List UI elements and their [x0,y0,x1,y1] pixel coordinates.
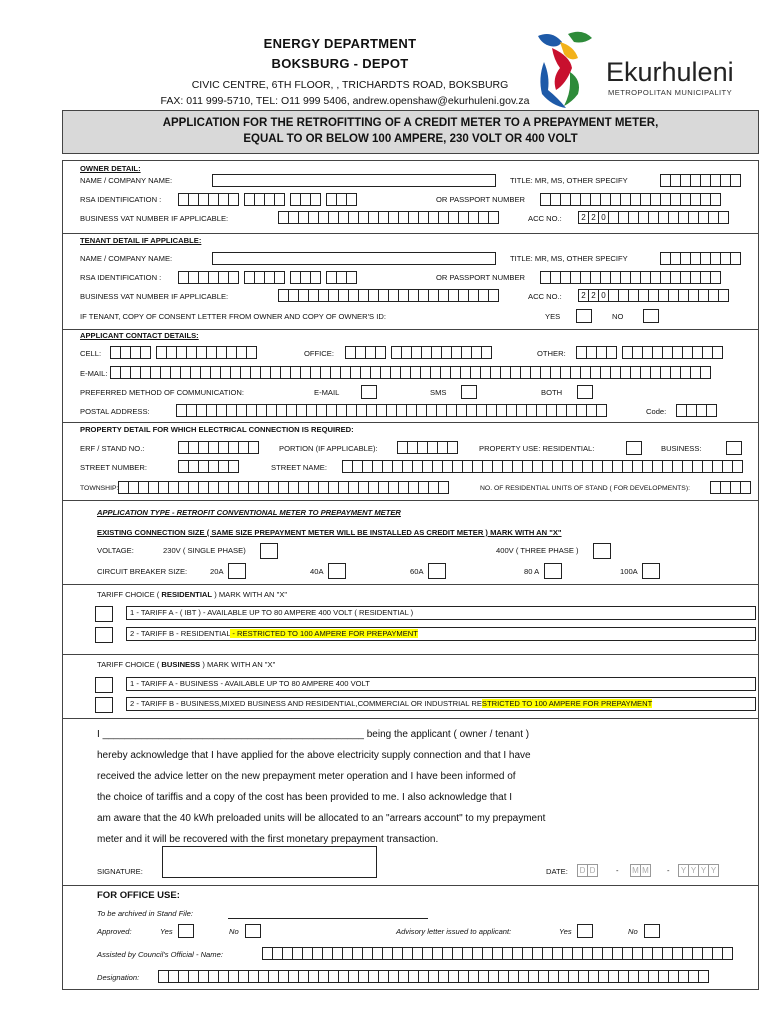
acc-digit: 0 [598,289,609,302]
tariff-res-heading-bold: RESIDENTIAL [161,590,213,599]
assisted-label: Assisted by Council's Official - Name: [97,950,223,959]
a40-checkbox[interactable] [328,563,346,579]
divider [62,500,759,501]
cell-input[interactable] [110,346,256,359]
divider [62,329,759,330]
date-placeholder: Y [708,864,719,877]
applicant-name-blank[interactable]: _______________________________________________ [102,729,364,740]
declaration-line6: meter and it will be recovered with the first monetary prepayment transaction. [97,834,439,845]
divider [62,654,759,655]
char-box[interactable] [730,252,741,265]
char-box[interactable] [447,441,458,454]
postal-input[interactable] [176,404,606,417]
tenant-passport-input[interactable] [540,271,720,284]
advisory-yes-checkbox[interactable] [577,924,593,938]
owner-passport-input[interactable] [540,193,720,206]
tariff-bus-b-option[interactable] [126,697,756,711]
a80-label: 80 A [524,567,540,576]
date-year-input[interactable] [678,864,718,877]
tenant-title-label: TITLE: MR, MS, OTHER SPECIFY [510,254,628,263]
email-label: E-MAIL: [80,369,108,378]
char-box[interactable] [712,346,723,359]
email-input[interactable] [110,366,710,379]
voltage-label: VOLTAGE: [97,546,134,555]
char-box[interactable] [228,460,239,473]
other-label: OTHER: [537,349,566,358]
tenant-heading: TENANT DETAIL IF APPLICABLE: [80,236,202,245]
street-number-input[interactable] [178,460,238,473]
units-input[interactable] [710,481,750,494]
postal-code-label: Code: [646,407,667,416]
advisory-yes-label: Yes [559,927,572,936]
tenant-passport-label: OR PASSPORT NUMBER [436,273,526,282]
date-placeholder: Y [678,864,689,877]
pref-both-checkbox[interactable] [577,385,593,399]
consent-yes-checkbox[interactable] [576,309,592,323]
date-placeholder: D [587,864,598,877]
app-type-heading: APPLICATION TYPE - RETROFIT CONVENTIONAL METER TO PREPAYMENT METER [97,508,401,517]
street-name-label: STREET NAME: [271,463,327,472]
contact-heading: APPLICANT CONTACT DETAILS: [80,331,199,340]
township-input[interactable] [118,481,448,494]
date-dash: - [616,866,619,875]
acc-digit: 2 [588,211,599,224]
portion-label: PORTION (IF APPLICABLE): [279,444,378,453]
divider [62,718,759,719]
a80-checkbox[interactable] [544,563,562,579]
property-use-label: PROPERTY USE: RESIDENTIAL: [479,444,595,453]
owner-rsa-input[interactable] [178,193,356,206]
erf-label: ERF / STAND NO.: [80,444,145,453]
pref-email-label: E-MAIL [314,388,340,397]
approved-yes-label: Yes [160,927,173,936]
tenant-name-label: NAME / COMPANY NAME: [80,254,173,263]
tenant-vat-label: BUSINESS VAT NUMBER IF APPLICABLE: [80,292,229,301]
tariff-res-b-highlight: - RESTRICTED TO 100 AMPERE FOR PREPAYMENT [230,629,418,638]
street-name-input[interactable] [342,460,742,473]
date-label: DATE: [546,867,568,876]
date-placeholder: Y [688,864,699,877]
acc-digit: 2 [578,289,589,302]
signature-label: SIGNATURE: [97,867,143,876]
char-box[interactable] [248,441,259,454]
a100-label: 100A [620,567,638,576]
designation-input[interactable] [158,970,708,983]
property-heading: PROPERTY DETAIL FOR WHICH ELECTRICAL CONNECTION IS REQUIRED: [80,425,354,434]
portion-input[interactable] [397,441,457,454]
form-title [62,110,759,154]
char-box[interactable] [346,271,357,284]
consent-no-label: NO [612,312,624,321]
v400-label: 400V ( THREE PHASE ) [496,546,579,555]
char-box[interactable] [700,366,711,379]
date-placeholder: M [630,864,641,877]
tenant-rsa-label: RSA IDENTIFICATION : [80,273,162,282]
char-box[interactable] [718,289,729,302]
a20-label: 20A [210,567,224,576]
char-box[interactable] [438,481,449,494]
char-box[interactable] [488,211,499,224]
declaration-line3: received the advice letter on the new prepayment meter operation and I have been informed of [97,771,516,782]
owner-title-input[interactable] [660,174,740,187]
township-label: TOWNSHIP: [80,485,119,492]
owner-vat-label: BUSINESS VAT NUMBER IF APPLICABLE: [80,214,229,223]
v400-checkbox[interactable] [593,543,611,559]
form-title-line2: EQUAL TO OR BELOW 100 AMPERE, 230 VOLT OR 400 VOLT [243,133,578,145]
tenant-title-input[interactable] [660,252,740,265]
char-box[interactable] [481,346,492,359]
tariff-res-heading [97,590,287,600]
acc-digit: 2 [588,289,599,302]
archived-line[interactable] [228,918,428,919]
date-placeholder: Y [698,864,709,877]
pref-comm-label: PREFERRED METHOD OF COMMUNICATION: [80,388,244,397]
consent-yes-label: YES [545,312,561,321]
owner-acc-input[interactable] [578,211,728,224]
acc-digit: 2 [578,211,589,224]
char-box[interactable] [346,193,357,206]
tariff-bus-b-highlight: STRICTED TO 100 AMPERE FOR PREPAYMENT [481,699,653,708]
existing-connection-heading: EXISTING CONNECTION SIZE ( SAME SIZE PREPAYMENT METER WILL BE INSTALLED AS CREDIT METER ) MARK WITH AN "X" [97,528,562,537]
tariff-res-b-text: 2 - TARIFF B - RESIDENTIAL [130,629,231,638]
street-number-label: STREET NUMBER: [80,463,147,472]
cell-label: CELL: [80,349,102,358]
tariff-bus-heading-bold: BUSINESS [161,660,201,669]
owner-name-input[interactable] [212,174,496,187]
tariff-bus-a-checkbox[interactable] [95,677,113,693]
char-box[interactable] [722,947,733,960]
address-line: CIVIC CENTRE, 6TH FLOOR, , TRICHARDTS ROAD, BOKSBURG [191,79,509,91]
approved-label: Approved: [97,927,132,936]
divider [62,584,759,585]
declaration-line2: hereby acknowledge that I have applied for the above electricity supply connection and that I have [97,750,531,761]
pref-both-label: BOTH [541,388,563,397]
tenant-rsa-input[interactable] [178,271,356,284]
form-title-line1: APPLICATION FOR THE RETROFITTING OF A CREDIT METER TO A PREPAYMENT METER, [162,117,659,129]
tariff-bus-b-text: 2 - TARIFF B - BUSINESS,MIXED BUSINESS AND RESIDENTIAL,COMMERCIAL OR INDUSTRIAL RE [130,699,482,708]
tenant-consent-label: IF TENANT, COPY OF CONSENT LETTER FROM OWNER AND COPY OF OWNER'S ID: [80,312,386,321]
depot-title: BOKSBURG - DEPOT [271,56,409,71]
a60-label: 60A [410,567,424,576]
divider [62,233,759,234]
owner-acc-label: ACC NO.: [528,214,562,223]
approved-yes-checkbox[interactable] [178,924,194,938]
declaration-line4: the choice of tariffis and a copy of the cost has been provided to me. I also acknowledge that I [97,792,513,803]
owner-vat-input[interactable] [278,211,498,224]
consent-no-checkbox[interactable] [643,309,659,323]
use-residential-checkbox[interactable] [626,441,642,455]
contact-line: FAX: 011 999-5710, TEL: O11 999 5406, andrew.openshaw@ekurhuleni.gov.za [160,95,530,107]
a100-checkbox[interactable] [642,563,660,579]
a40-label: 40A [310,567,324,576]
char-box[interactable] [698,970,709,983]
date-placeholder: D [577,864,588,877]
owner-title-label: TITLE: MR, MS, OTHER SPECIFY [510,176,628,185]
postal-label: POSTAL ADDRESS: [80,407,150,416]
approved-no-label: No [229,927,239,936]
tariff-res-a-checkbox[interactable] [95,606,113,622]
owner-name-label: NAME / COMPANY NAME: [80,176,173,185]
date-dash: - [667,866,670,875]
advisory-no-checkbox[interactable] [644,924,660,938]
tenant-acc-label: ACC NO.: [528,292,562,301]
divider [62,422,759,423]
use-business-checkbox[interactable] [726,441,742,455]
breaker-label: CIRCUIT BREAKER SIZE: [97,567,188,576]
erf-input[interactable] [178,441,258,454]
char-box[interactable] [596,404,607,417]
tenant-name-input[interactable] [212,252,496,265]
tenant-vat-input[interactable] [278,289,498,302]
char-box[interactable] [710,193,721,206]
units-label: NO. OF RESIDENTIAL UNITS OF STAND ( FOR DEVELOPMENTS): [480,485,690,492]
decl-i: I [97,729,100,740]
acc-digit: 0 [598,211,609,224]
owner-heading: OWNER DETAIL: [80,164,141,173]
date-day-input[interactable] [577,864,597,877]
use-business-label: BUSINESS: [661,444,702,453]
char-box[interactable] [488,289,499,302]
tariff-bus-heading-post: ) MARK WITH AN "X" [202,660,276,669]
char-box[interactable] [718,211,729,224]
date-month-input[interactable] [630,864,650,877]
tariff-bus-b-checkbox[interactable] [95,697,113,713]
decl-applicant: being the applicant ( owner / tenant ) [366,729,530,740]
tariff-bus-heading [97,660,275,670]
tariff-res-heading-post: ) MARK WITH AN "X" [214,590,288,599]
char-box[interactable] [246,346,257,359]
pref-sms-checkbox[interactable] [461,385,477,399]
approved-no-checkbox[interactable] [245,924,261,938]
char-box[interactable] [706,404,717,417]
a60-checkbox[interactable] [428,563,446,579]
char-box[interactable] [732,460,743,473]
advisory-label: Advisory letter issued to applicant: [396,927,512,936]
date-placeholder: M [640,864,651,877]
postal-code-input[interactable] [676,404,716,417]
tariff-res-b-option[interactable] [126,627,756,641]
office-input[interactable] [345,346,491,359]
a20-checkbox[interactable] [228,563,246,579]
ekurhuleni-logo-icon [530,28,602,110]
dept-title: ENERGY DEPARTMENT [263,36,417,51]
logo-name: Ekurhuleni [606,57,734,87]
owner-rsa-label: RSA IDENTIFICATION : [80,195,162,204]
declaration-line1 [97,724,737,745]
v230-checkbox[interactable] [260,543,278,559]
tariff-res-a-option[interactable]: 1 - TARIFF A - ( IBT ) - AVAILABLE UP TO 80 AMPERE 400 VOLT ( RESIDENTIAL ) [126,606,756,620]
office-label: OFFICE: [304,349,334,358]
assisted-name-input[interactable] [262,947,732,960]
logo-subtitle: METROPOLITAN MUNICIPALITY [608,88,733,97]
tariff-bus-a-option[interactable]: 1 - TARIFF A - BUSINESS - AVAILABLE UP TO 80 AMPERE 400 VOLT [126,677,756,691]
designation-label: Designation: [97,973,140,982]
owner-passport-label: OR PASSPORT NUMBER [436,195,526,204]
tenant-acc-input[interactable] [578,289,728,302]
signature-box[interactable] [162,846,377,878]
tariff-res-b-checkbox[interactable] [95,627,113,643]
advisory-no-label: No [628,927,638,936]
char-box[interactable] [710,271,721,284]
divider [62,885,759,886]
char-box[interactable] [730,174,741,187]
other-input[interactable] [576,346,722,359]
tariff-res-heading-pre: TARIFF CHOICE ( [97,590,160,599]
char-box[interactable] [740,481,751,494]
archived-label: To be archived in Stand File: [97,909,193,918]
tariff-bus-heading-pre: TARIFF CHOICE ( [97,660,160,669]
office-use-heading: FOR OFFICE USE: [97,890,180,901]
pref-email-checkbox[interactable] [361,385,377,399]
pref-sms-label: SMS [430,388,447,397]
v230-label: 230V ( SINGLE PHASE) [163,546,246,555]
declaration-line5: am aware that the 40 kWh preloaded units will be allocated to an "arrears account" to my prepayment [97,813,546,824]
